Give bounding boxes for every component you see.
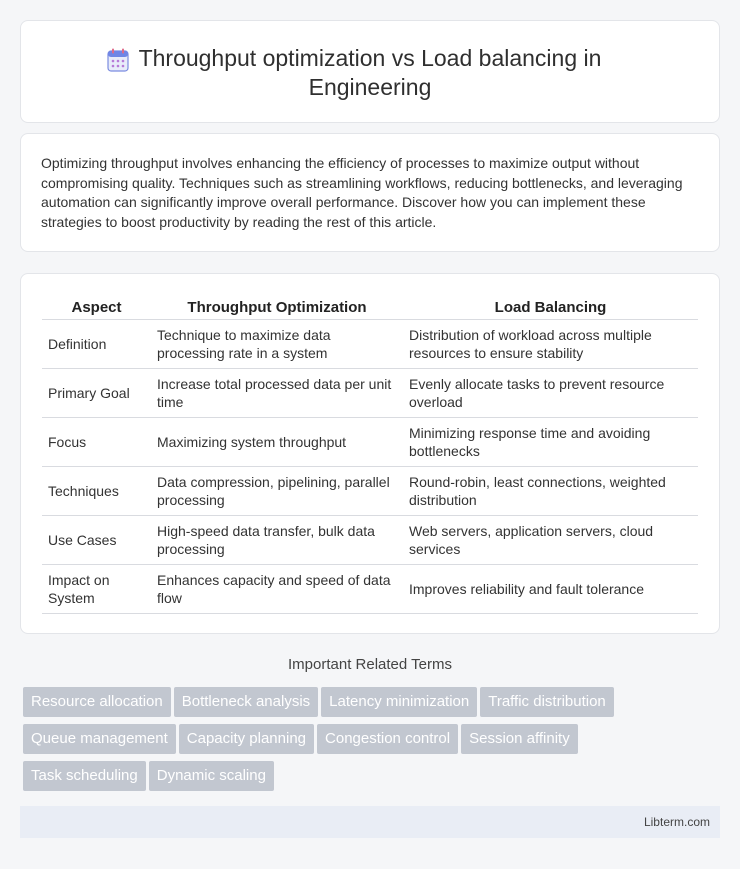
table-cell: Focus [42,417,151,466]
title-card [20,20,720,123]
table-row [42,564,698,613]
footer [20,806,720,838]
intro-paragraph: Optimizing throughput involves enhancing the efficiency of processes to maximize output without compromising quality. Techniques such as streamlining workflows, reducing bottlenecks, and leveraging automation can significantly improve overall performance. Discover how you can implement these strategies to boost productivity by reading the rest of this article. [41,155,683,230]
footer-site-link[interactable]: Libterm.com [643,815,710,829]
table-cell: Definition [42,319,151,368]
table-cell: Use Cases [42,515,151,564]
table-row [42,417,698,466]
tag-bottleneck-analysis[interactable]: Bottleneck analysis [174,687,318,717]
table-cell: Primary Goal [42,368,151,417]
tag-queue-management[interactable]: Queue management [23,724,176,754]
tag-row [23,687,703,724]
table-row [42,515,698,564]
table-cell: Maximizing system throughput [151,417,403,466]
table-cell: Techniques [42,466,151,515]
related-terms-list [23,687,703,798]
page-title-line2: Engineering [308,74,432,100]
tag-task-scheduling[interactable]: Task scheduling [23,761,146,791]
table-header-row [42,295,698,319]
table-cell: Minimizing response time and avoiding bottlenecks [403,417,698,466]
comparison-table [42,295,698,614]
table-cell: Impact on System [42,564,151,613]
table-row [42,466,698,515]
tag-row [23,761,703,798]
tag-resource-allocation[interactable]: Resource allocation [23,687,171,717]
table-cell: Web servers, application servers, cloud services [403,515,698,564]
table-row [42,368,698,417]
page-title-line1: Throughput optimization vs Load balancing in [138,45,602,71]
tag-row [23,724,703,761]
tag-capacity-planning[interactable]: Capacity planning [179,724,314,754]
table-cell: Enhances capacity and speed of data flow [151,564,403,613]
intro-card [20,133,720,252]
tag-congestion-control[interactable]: Congestion control [317,724,458,754]
table-cell: High-speed data transfer, bulk data processing [151,515,403,564]
comparison-table-card [20,273,720,634]
table-cell: Data compression, pipelining, parallel processing [151,466,403,515]
tag-session-affinity[interactable]: Session affinity [461,724,578,754]
related-terms-title: Important Related Terms [288,656,452,673]
header-aspect: Aspect [42,295,151,319]
table-cell: Improves reliability and fault tolerance [403,564,698,613]
tag-dynamic-scaling[interactable]: Dynamic scaling [149,761,274,791]
table-cell: Round-robin, least connections, weighted distribution [403,466,698,515]
table-row [42,319,698,368]
table-cell: Increase total processed data per unit time [151,368,403,417]
header-load-balancing: Load Balancing [403,295,698,319]
tag-traffic-distribution[interactable]: Traffic distribution [480,687,614,717]
table-cell: Evenly allocate tasks to prevent resource overload [403,368,698,417]
header-throughput: Throughput Optimization [151,295,403,319]
page-title [21,44,719,102]
tag-latency-minimization[interactable]: Latency minimization [321,687,477,717]
table-cell: Distribution of workload across multiple resources to ensure stability [403,319,698,368]
table-cell: Technique to maximize data processing rate in a system [151,319,403,368]
